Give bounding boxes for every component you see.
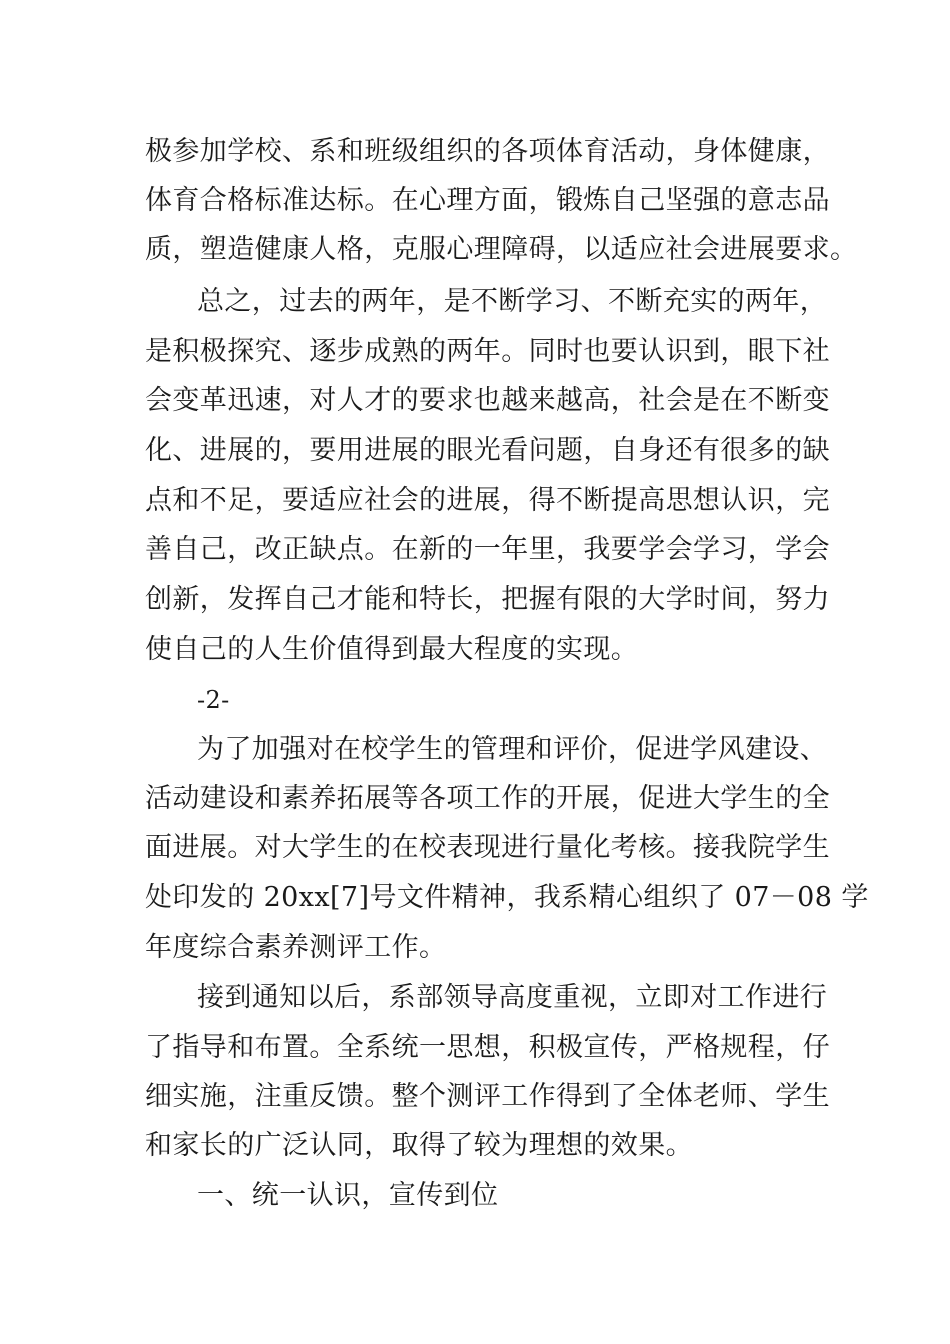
text-line: 活动建设和素养拓展等各项工作的开展，促进大学生的全	[145, 783, 830, 814]
section-heading: 一、统一认识，宣传到位	[197, 1180, 499, 1211]
paragraph-first-line: 总之，过去的两年，是不断学习、不断充实的两年，	[197, 286, 828, 317]
text-line: 质，塑造健康人格，克服心理障碍，以适应社会进展要求。	[145, 234, 858, 265]
text-line: 细实施，注重反馈。整个测评工作得到了全体老师、学生	[145, 1081, 830, 1112]
text-line: 会变革迅速，对人才的要求也越来越高，社会是在不断变	[145, 385, 830, 416]
text-line: 是积极探究、逐步成熟的两年。同时也要认识到，眼下社	[145, 336, 830, 367]
text-line: 面进展。对大学生的在校表现进行量化考核。接我院学生	[145, 832, 830, 863]
paragraph-first-line: 接到通知以后，系部领导高度重视，立即对工作进行	[197, 982, 828, 1013]
text-line: 点和不足，要适应社会的进展，得不断提高思想认识，完	[145, 485, 830, 516]
text-line: 化、进展的，要用进展的眼光看问题，自身还有很多的缺	[145, 435, 830, 466]
text-line: 使自己的人生价值得到最大程度的实现。	[145, 634, 639, 665]
text-line: 体育合格标准达标。在心理方面，锻炼自己坚强的意志品	[145, 185, 830, 216]
text-line: 和家长的广泛认同，取得了较为理想的效果。	[145, 1130, 693, 1161]
text-line: 善自己，改正缺点。在新的一年里，我要学会学习，学会	[145, 534, 830, 565]
text-line: 了指导和布置。全系统一思想，积极宣传，严格规程，仔	[145, 1032, 830, 1063]
text-line: 极参加学校、系和班级组织的各项体育活动，身体健康，	[145, 136, 830, 167]
text-line: 创新，发挥自己才能和特长，把握有限的大学时间，努力	[145, 584, 830, 615]
page-number: -2-	[197, 686, 230, 714]
text-line: 处印发的 20xx[7]号文件精神，我系精心组织了 07－08 学	[145, 882, 869, 913]
paragraph-first-line: 为了加强对在校学生的管理和评价，促进学风建设、	[197, 734, 828, 765]
text-line: 年度综合素养测评工作。	[145, 932, 447, 963]
